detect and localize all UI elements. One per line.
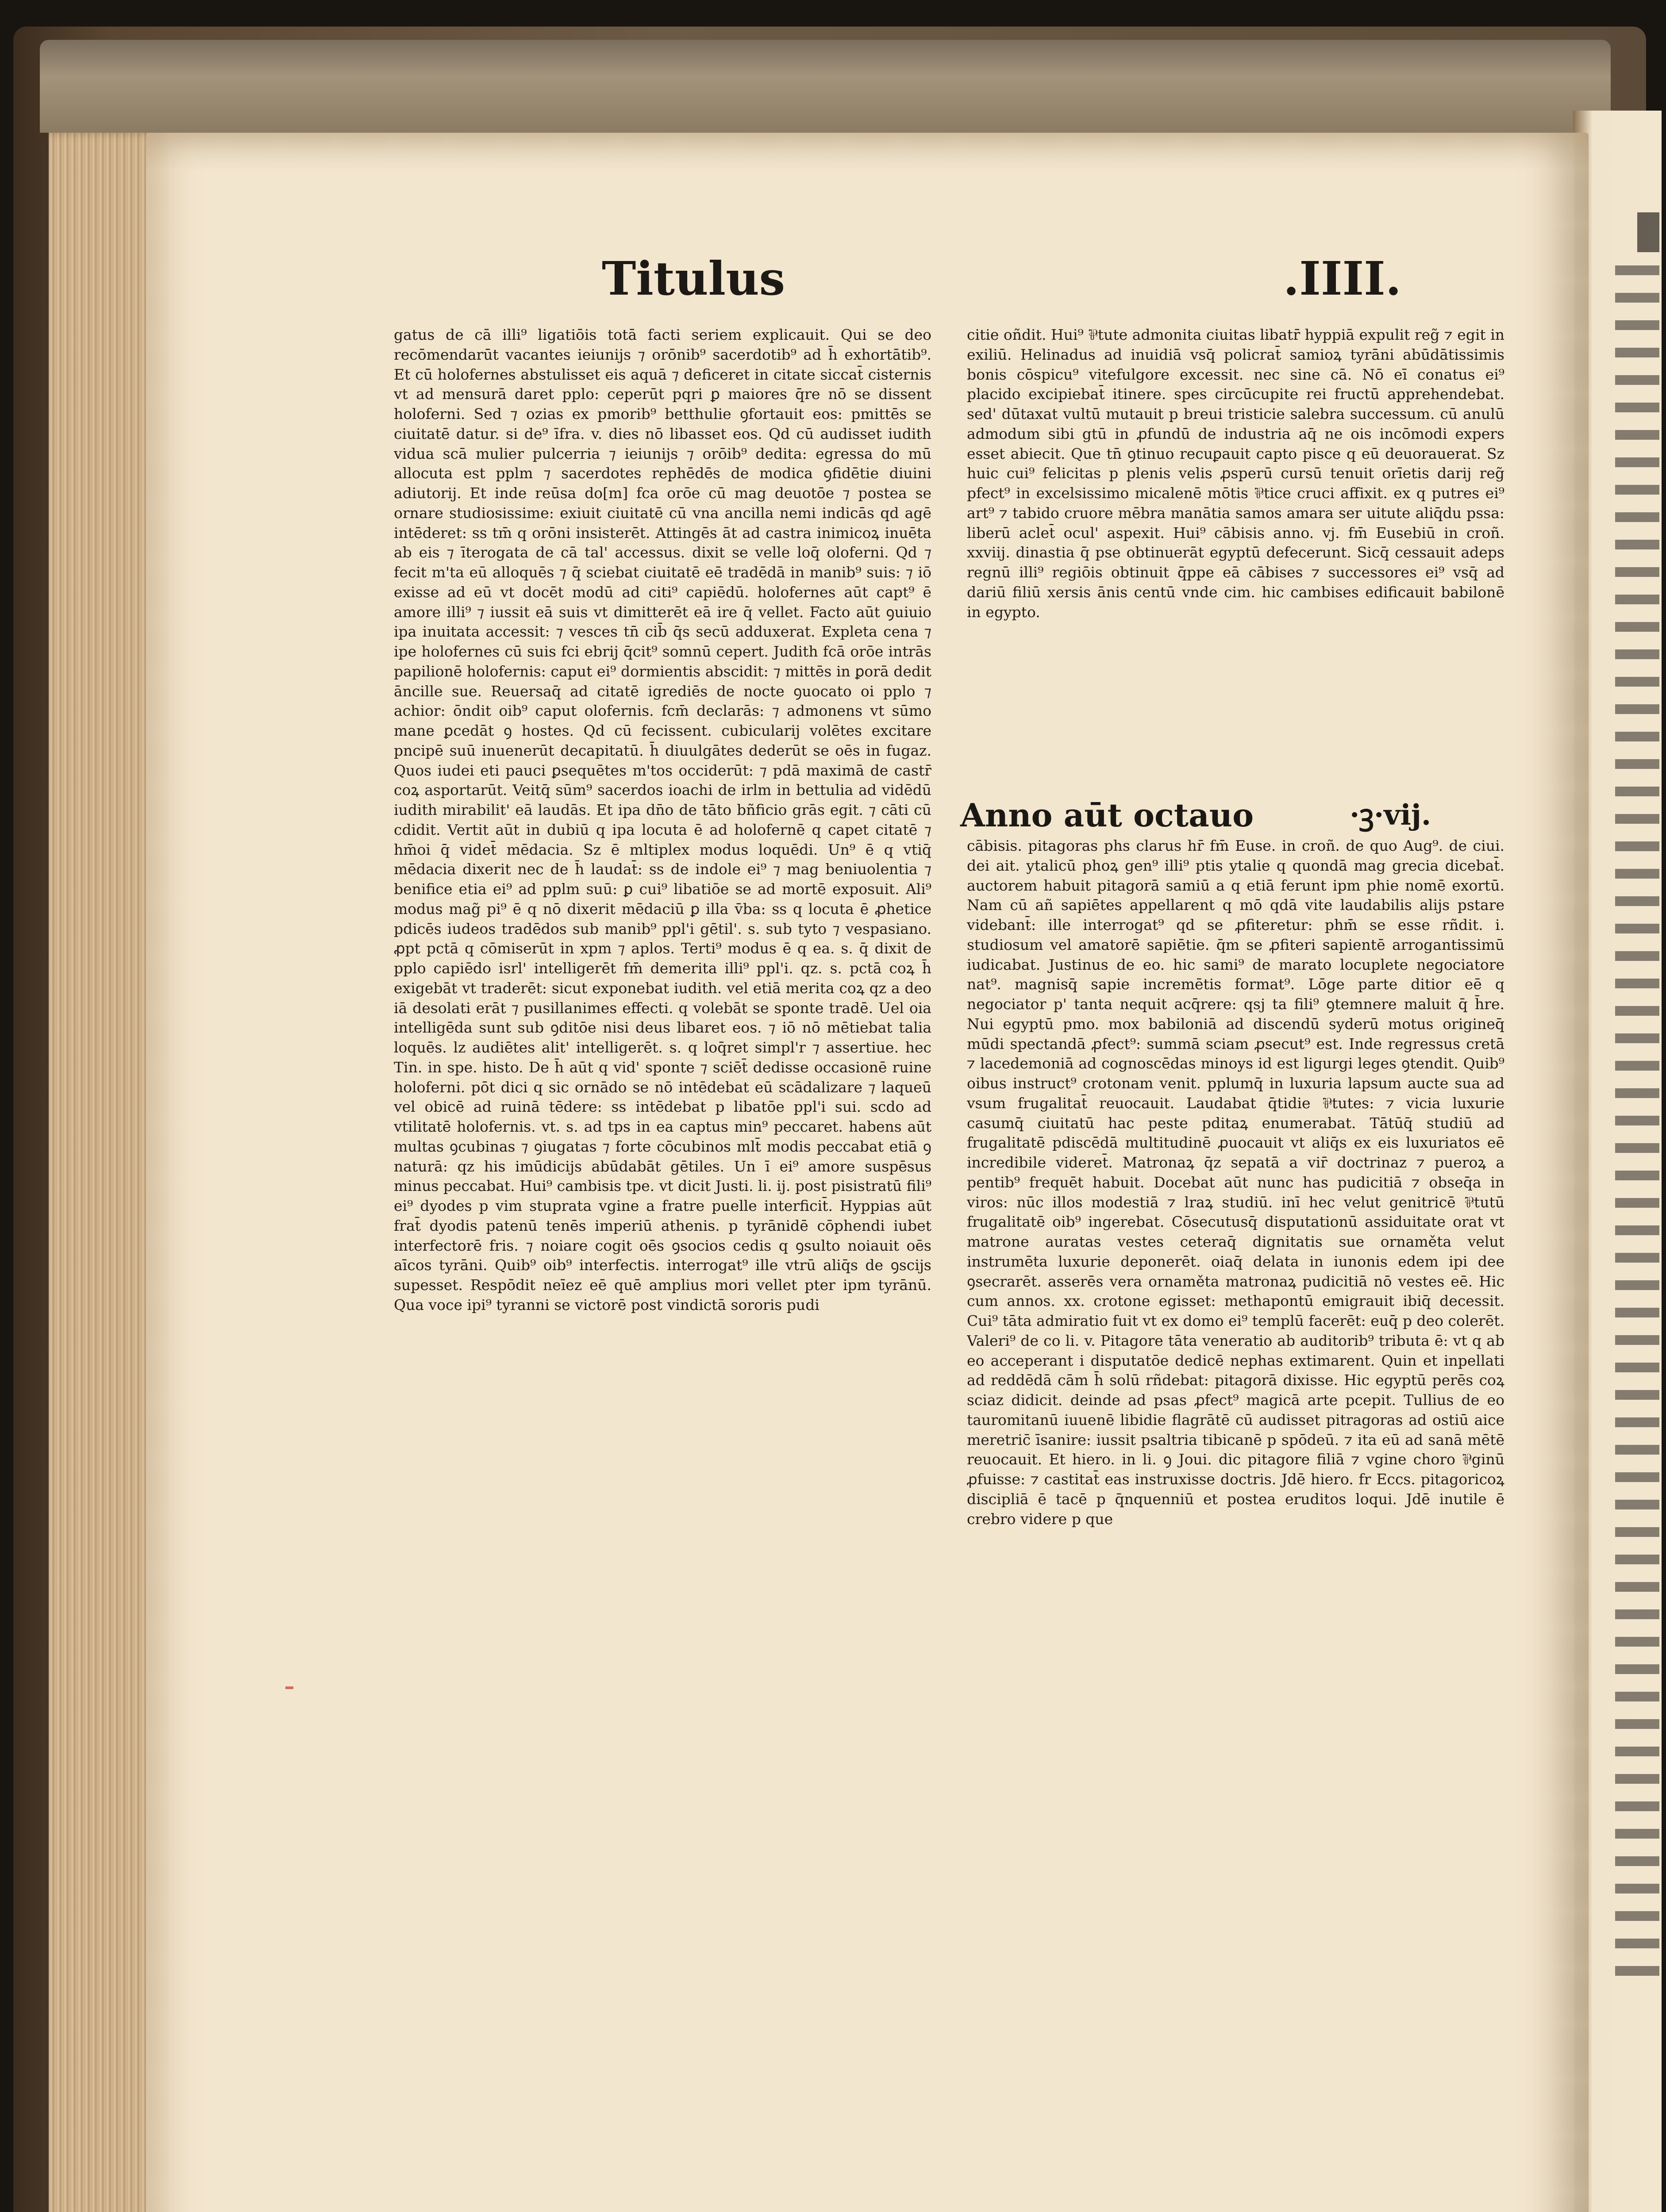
running-title: Titulus	[602, 251, 785, 306]
facing-page-text	[1615, 265, 1659, 1991]
folio-number: .IIII.	[1283, 251, 1402, 306]
facing-page-heading	[1637, 212, 1659, 252]
section-heading	[960, 792, 1500, 838]
margin-red-mark	[285, 1686, 293, 1689]
right-text-column-bottom: cābisis. pitagoras phs clarus hr̄ fm̄ Euse. in croñ. de quo Aug⁹. de ciui. dei ait. ytalicū phoꝝ gen⁹ illi⁹ ptis ytalie q quondā mag grecia dicebat̄. auctorem habuit pitagorā samiū a q etiā ferunt ipm phie nomē exortū. Nam cū añ sapiētes appellarent q mō qdā vite laudabilis alijs pstare videbant̄: ille interrogat⁹ qd se ꝓfiteretur: phm̄ se esse rñdit. i. studiosum vel amatorē sapiētie. q̄m se ꝓfiteri sapientē arrogantissimū iudicabat. Justinus de eo. hic sami⁹ de marato locuplete negociatore nat⁹. magnisq̄ sapie incremētis format⁹. Lōge parte ditior eē q negociator p' tanta nequit acq̄rere: qsj ta fili⁹ ꝯtemnere maluit q̄ h̄re. Nui egyptū pmo. mox babiloniā ad discendū syderū motus origineq̄ mūdi spectandā ꝓfect⁹: summā sciam ꝓsecut⁹ est. Inde regressus cretā ⁊ lacedemoniā ad cognoscēdas minoys id est ligurgi leges ꝯtendit. Quib⁹ oibus instruct⁹ crotonam venit. pplumq̄ in luxuria lapsum aucte sua ad vsum frugalitat̄ reuocauit. Laudabat q̄tidie ⅌tutes: ⁊ vicia luxurie casumq̄ ciuitatū hac peste pditaꝝ enumerabat. Tātūq̄ studiū ad frugalitatē pdiscēdā multitudinē ꝓuocauit vt aliq̄s ex eis luxuriatos eē incredibile videret̄. Matronaꝝ q̄z sepatā a vir̄ doctrinaz ⁊ pueroꝝ a pentib⁹ frequēt habuit. Docebat aūt nunc has pudicitiā ⁊ obseq̄a in viros: nūc illos modestiā ⁊ lraꝝ studiū. inī hec velut genitricē ⅌tutū frugalitatē oib⁹ ingerebat. Cōsecutusq̄ disputationū assiduitate orat vt matrone auratas vestes ceteraq̄ dignitatis sue ornaměta velut instrumēta luxurie deponerēt. oiaq̄ delata in iunonis edem ipi dee ꝯsecrarēt. asserēs vera ornaměta matronaꝝ pudicitiā nō vestes eē. Hic cum annos. xx. crotone egisset: methapontū emigrauit ibiq̄ decessit. Cui⁹ tāta admiratio fuit vt ex domo ei⁹ templū facerēt: euq̄ p deo colerēt. Valeri⁹ de co li. v. Pitagore tāta veneratio ab auditorib⁹ tributa ē: vt q ab eo acceperant i disputatōe dedicē nephas extimarent. Quin et inpellati ad reddēdā cām h̄ solū rñdebat: pitagorā dixisse. Hic egyptū perēs coꝝ sciaz didicit. deinde ad psas ꝓfect⁹ magicā arte pcepit. Tullius de eo tauromitanū iuuenē libidie flagrātē cū audisset pitragoras ad ostiū aice meretric̄ īsanire: iussit psaltria tibicanē p spōdeū. ⁊ ita eū ad sanā mētē reuocauit. Et hiero. in li. ꝯ Joui. dic pitagore filiā ⁊ vgine choro ⅌ginū ꝓfuisse: ⁊ castitat̄ eas instruxisse doctris. Jdē hiero. fr Eccs. pitagoricoꝝ discipliā ē tacē p q̄nquenniū et postea eruditos loqui. Jdē inutile ē crebro videre p que	[967, 837, 1504, 1528]
left-text-column: gatus de cā illi⁹ ligatiōis totā facti seriem explicauit. Qui se deo recōmendarūt vacantes ieiunijs ⁊ orōnib⁹ sacerdotib⁹ ad h̄ exhortātib⁹. Et cū holofernes abstulisset eis aquā ⁊ deficeret in citate siccat̄ cisternis vt ad mensurā daret pplo: ceperūt pqri ꝑ maiores q̄re nō se dissent holoferni. Sed ⁊ ozias ex pmorib⁹ betthulie ꝯfortauit eos: pmittēs se ciuitatē datur. si de⁹ īfra. v. dies nō libasset eos. Qd cū audisset iudith vidua scā mulier pulcerria ⁊ ieiunijs ⁊ orōib⁹ dedita: egressa do mū allocuta est pplm ⁊ sacerdotes rephēdēs de modica ꝯfidētie diuini adiutorij. Et inde reūsa do[m] fca orōe cū mag deuotōe ⁊ postea se ornare studiosissime: exiuit ciuitatē cū vna ancilla nemi indicās qd agē intēderet: ss tm̄ q orōni insisterēt. Attingēs āt ad castra inimicoꝝ inuēta ab eis ⁊ īterogata de cā tal' accessus. dixit se velle loq̄ oloferni. Qd ⁊ fecit m'ta eū alloquēs ⁊ q̄ sciebat ciuitatē eē tradēdā in manib⁹ suis: ⁊ iō exisse ad eū vt docēt modū ad citi⁹ capiēdū. holofernes aūt capt⁹ ē amore illi⁹ ⁊ iussit eā suis vt dimitterēt eā ire q̄ vellet. Facto aūt ꝯuiuio ipa inuitata accessit: ⁊ vesces tn̄ cib̄ q̄s secū adduxerat. Expleta cena ⁊ ipe holofernes cū suis fci ebrij q̄cit⁹ somnū cepert. Judith fcā orōe intrās papilionē holofernis: caput ei⁹ dormientis abscidit: ⁊ mittēs in ꝑorā dedit āncille sue. Reuersaq̄ ad citatē igrediēs de nocte ꝯuocato oi pplo ⁊ achior: ōndit oib⁹ caput olofernis. fcm̄ declarās: ⁊ admonens vt sūmo mane ꝑcedāt ꝯ hostes. Qd cū fecissent. cubicularij volētes excitare pncipē suū inuenerūt decapitatū. h̄ diuulgātes dederūt se oēs in fugaz. Quos iudei eti pauci ꝑsequētes m'tos occiderūt: ⁊ pdā maximā de castr̄ coꝝ asportarūt. Veitq̄ sūm⁹ sacerdos ioachi de irlm in bettulia ad vidēdū iudith mirabilit' eā laudās. Et ipa dn̄o de tāto bñficio grās egit. ⁊ cāti cū cdidit. Vertit aūt in dubiū q ipa locuta ē ad holofernē q capet citatē ⁊ hm̄oi q̄ videt̄ mēdacia. Sz ē mltiplex modus loquēdi. Un⁹ ē q vtiq̄ mēdacia dixerit nec de h̄ laudat̄: ss de indole ei⁹ ⁊ mag beniuolentia ⁊ benifice etia ei⁹ ad pplm suū: ꝑ cui⁹ libatiōe se ad mortē exposuit. Ali⁹ modus mag̃ pi⁹ ē q nō dixerit mēdaciū ꝑ illa v̄ba: ss q locuta ē ꝓhetice pdicēs iudeos tradēdos sub manib⁹ ppl'i gētil'. s. sub tyto ⁊ vespasiano. ꝓpt pctā q cōmiserūt in xpm ⁊ aplos. Terti⁹ modus ē q ea. s. q̄ dixit de pplo capiēdo isrl' intelligerēt fm̄ demerita illi⁹ ppl'i. qz. s. pctā coꝝ h̄ exigebāt vt traderēt: sicut exponebat iudith. vel etiā merita coꝝ qz a deo iā desolati erāt ⁊ pusillanimes effecti. q volebāt se sponte tradē. Uel oia intelligēda sunt sub ꝯditōe nisi deus libaret eos. ⁊ iō nō mētiebat talia loquēs. lz audiētes alit' intelligerēt. s. q loq̄ret simpl'r ⁊ assertiue. hec Tin. in spe. histo. De h̄ aūt q vid' sponte ⁊ sciēt̄ dedisse occasionē ruine holoferni. pōt dici q sic ornādo se nō intēdebat eū scādalizare ⁊ laqueū vel obicē ad ruinā tēdere: ss intēdebat p libatōe ppl'i sui. scdo ad vtilitatē holofernis. vt. s. ad tps in ea captus min⁹ peccaret. habens aūt multas ꝯcubinas ⁊ ꝯiugatas ⁊ forte cōcubinos mlt̄ modis peccabat etiā ꝯ naturā: qz his imūdicijs abūdabāt gētiles. Un ī ei⁹ amore suspēsus minus peccabat. Hui⁹ cambisis tpe. vt dicit Justi. li. ij. post pisistratū fili⁹ ei⁹ dyodes p vim stuprata vgine a fratre puelle interficit̄. Hyppias aūt frat̄ dyodis patenū tenēs imperiū athenis. p tyrānidē cōphendi iubet interfectorē fris. ⁊ noiare cogit oēs ꝯsocios cedis q ꝯsulto noiauit oēs aīcos tyrāni. Quib⁹ oib⁹ interfectis. interrogat⁹ ille vtrū aliq̄s de ꝯscijs supesset. Respōdit neīez eē quē amplius mori vellet pter ipm tyrānū. Qua voce ipi⁹ tyranni se victorē post vindictā sororis pudi	[394, 326, 931, 1313]
section-heading-text: Anno aūt octauo	[960, 796, 1254, 834]
book-cover-top-edge	[40, 40, 1611, 133]
section-number: ·ꝫ·vij.	[1350, 799, 1431, 832]
right-text-column-top: citie oñdit. Hui⁹ ⅌tute admonita ciuitas libatr̄ hyppiā expulit reg̃ ⁊ egit in exiliū. Helinadus ad inuidiā vsq̄ policrat̄ samioꝝ tyrāni abūdātissimis bonis cōspicu⁹ vitefulgore excessit. nec sine cā. Nō eī conatus ei⁹ placido excipiebat̄ itinere. spes circūcupite rei fructū apprehendebat. sed' dūtaxat vultū mutauit p breui tristicie salebra successum. cū anulū admodum sibi gtū in ꝓfundū de industria aq̄ ne ois incōmodi expers esset abiecit. Que tn̄ ꝯtinuo recuꝑauit capto pisce q eū deuorauerat. Sz huic cui⁹ felicitas p plenis velis ꝓsperū cursū tenuit orīetis darij reg̃ pfect⁹ in excelsissimo micalenē mōtis ⅌tice cruci affixit. ex q putres ei⁹ art⁹ ⁊ tabido cruore mēbra manātia samos amara ser uitute aliq̄du pssa: liberū aclet̄ ocul' aspexit. Hui⁹ cābisis anno. vj. fm̄ Eusebiū in croñ. xxviij. dinastia q̄ pse obtinuerāt egyptū defecerunt. Sicq̄ cessauit adeps regnū illi⁹ regiōis obtinuit q̄ppe eā cābises ⁊ successores ei⁹ vsq̄ ad dariū filiū xersis ānis centū vnde cim. hic cambises edificauit babilonē in egypto.	[967, 326, 1504, 621]
